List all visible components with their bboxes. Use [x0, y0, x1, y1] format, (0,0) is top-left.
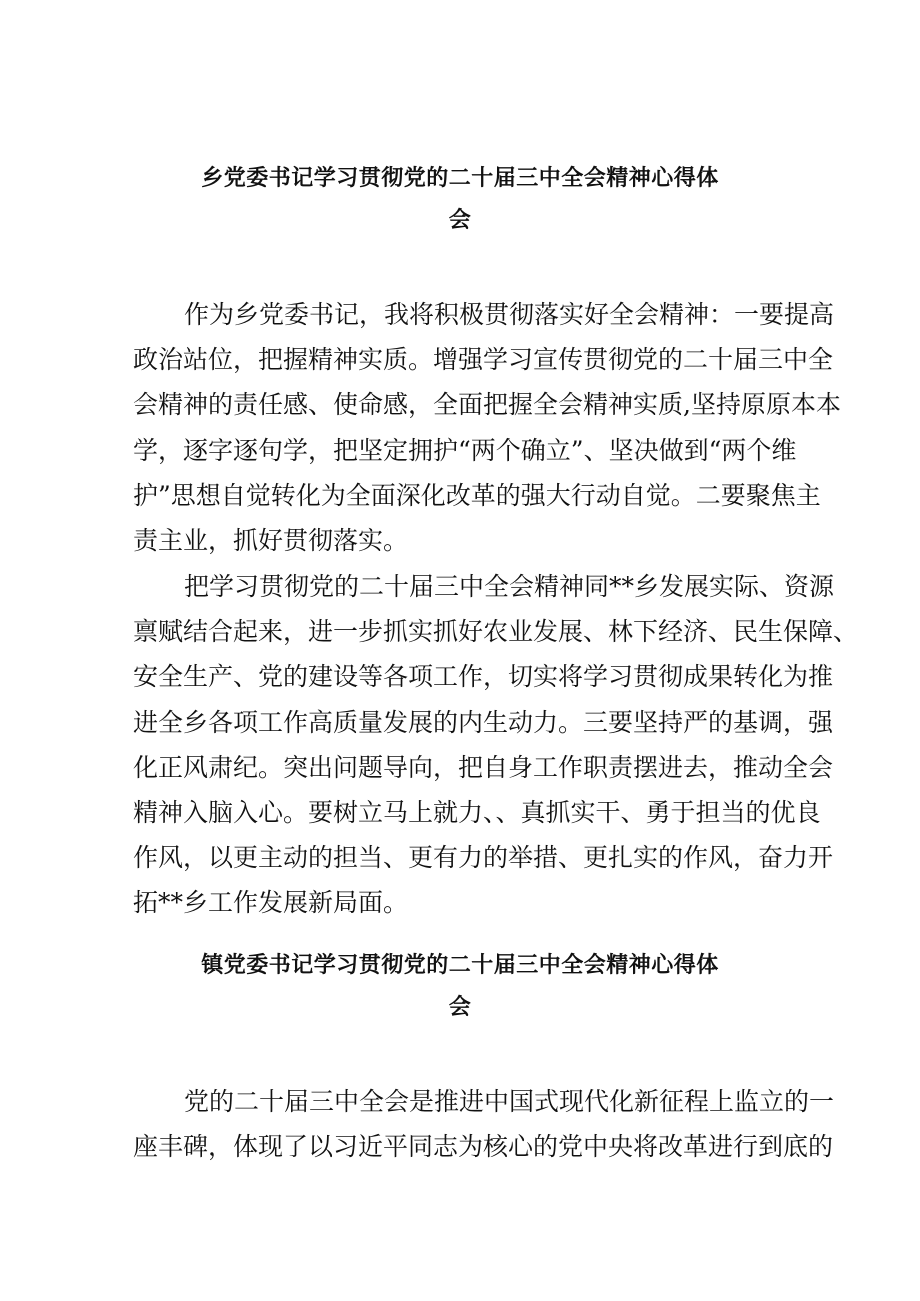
section2-title-line2: 会 [448, 995, 472, 1020]
section1-paragraph2 [133, 564, 859, 926]
paragraph-line: 化正风肃纪。突出问题导向，把自身工作职责摆进去，推动全会 [133, 752, 834, 782]
paragraph-line: 拓**乡工作发展新局面。 [133, 888, 409, 918]
paragraph-line: 座丰碑，体现了以习近平同志为核心的党中央将改革进行到底的 [133, 1132, 834, 1162]
section1-paragraph1 [133, 292, 841, 563]
paragraph-line: 作风，以更主动的担当、更有力的举措、更扎实的作风，奋力开 [133, 843, 834, 873]
section2-title-line1: 镇党委书记学习贯彻党的二十届三中全会精神心得体 [201, 953, 719, 978]
paragraph-line: 禀赋结合起来，进一步抓实抓好农业发展、林下经济、民生保障、 [133, 617, 859, 647]
paragraph-line: 党的二十届三中全会是推进中国式现代化新征程上监立的一 [184, 1087, 835, 1116]
paragraph-line: 精神入脑入心。要树立马上就力、、真抓实干、勇于担当的优良 [133, 797, 821, 827]
paragraph-line: 把学习贯彻党的二十届三中全会精神同**乡发展实际、资源 [184, 572, 835, 601]
section2-paragraph1 [133, 1079, 835, 1169]
section1-title-line2: 会 [448, 208, 472, 233]
section1-title [140, 158, 780, 242]
paragraph-line: 政治站位，把握精神实质。增强学习宣传贯彻党的二十届三中全 [133, 345, 834, 375]
section1-title-line1: 乡党委书记学习贯彻党的二十届三中全会精神心得体 [201, 166, 719, 191]
paragraph-line: 安全生产、党的建设等各项工作，切实将学习贯彻成果转化为推 [133, 662, 834, 692]
paragraph-line: 学，逐字逐句学，把坚定拥护“两个确立”、坚决做到“两个维 [133, 435, 797, 465]
paragraph-line: 进全乡各项工作高质量发展的内生动力。三要坚持严的基调，强 [133, 707, 834, 737]
paragraph-line: 责主业，抓好贯彻落实。 [133, 525, 409, 555]
section2-title [140, 945, 780, 1029]
paragraph-line: 护”思想自觉转化为全面深化改革的强大行动自觉。二要聚焦主 [133, 480, 821, 510]
paragraph-line: 会精神的责任感、使命感，全面把握全会精神实质,坚持原原本本 [133, 390, 841, 420]
paragraph-line: 作为乡党委书记，我将积极贯彻落实好全会精神：一要提高 [184, 300, 835, 329]
